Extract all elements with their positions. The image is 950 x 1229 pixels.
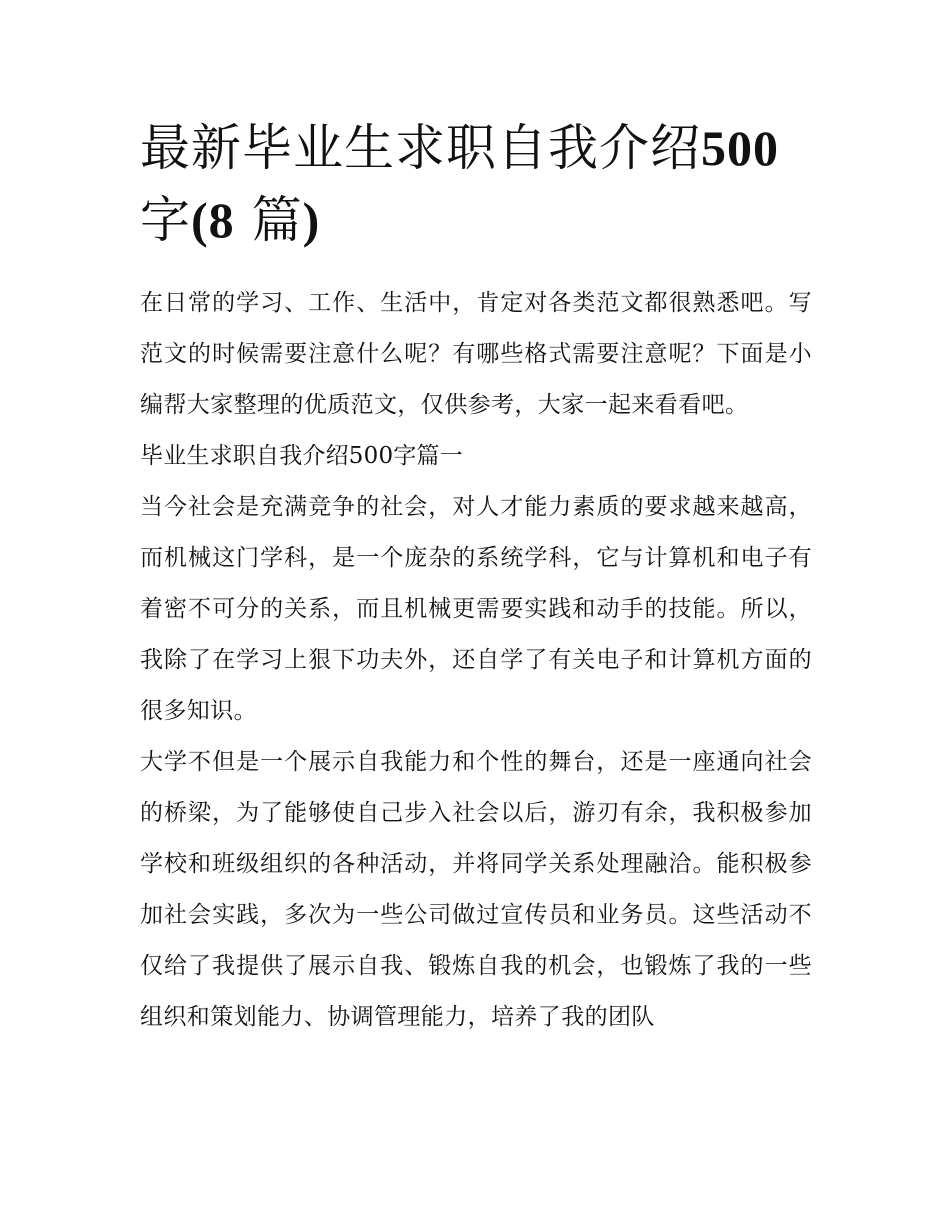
section-heading-1: 毕业生求职自我介绍500字篇一 — [140, 443, 463, 469]
title-text-1: 最新毕业生求职自我介绍 — [140, 119, 701, 177]
title-text-3: 篇 — [251, 191, 303, 249]
document-title — [140, 112, 812, 256]
body-paragraph-2: 大学不但是一个展示自我能力和个性的舞台，还是一座通向社会的桥梁，为了能够使自己步入社会以后，游刃有余，我积极参加学校和班级组织的各种活动，并将同学关系处理融洽。能积极参加社会实践，多次为一些公司做过宣传员和业务员。这些活动不仅给了我提供了展示自我、锻炼自我的机会，也锻炼了我的一些组织和策划能力、协调管理能力，培养了我的团队 — [140, 749, 812, 1030]
body-paragraph-1: 当今社会是充满竞争的社会，对人才能力素质的要求越来越高，而机械这门学科，是一个庞杂的系统学科，它与计算机和电子有着密不可分的关系，而且机械更需要实践和动手的技能。所以，我除了在学习上狠下功夫外，还自学了有关电子和计算机方面的很多知识。 — [140, 494, 812, 724]
title-count-close: ) — [302, 192, 321, 248]
document-page — [140, 112, 812, 1043]
intro-paragraph: 在日常的学习、工作、生活中，肯定对各类范文都很熟悉吧。写范文的时候需要注意什么呢？有哪些格式需要注意呢？下面是小编帮大家整理的优质范文，仅供参考，大家一起来看看吧。 — [140, 290, 812, 418]
title-count-open: (8 — [191, 192, 235, 248]
title-text-2: 字 — [140, 191, 191, 249]
title-number: 500 — [701, 120, 779, 176]
